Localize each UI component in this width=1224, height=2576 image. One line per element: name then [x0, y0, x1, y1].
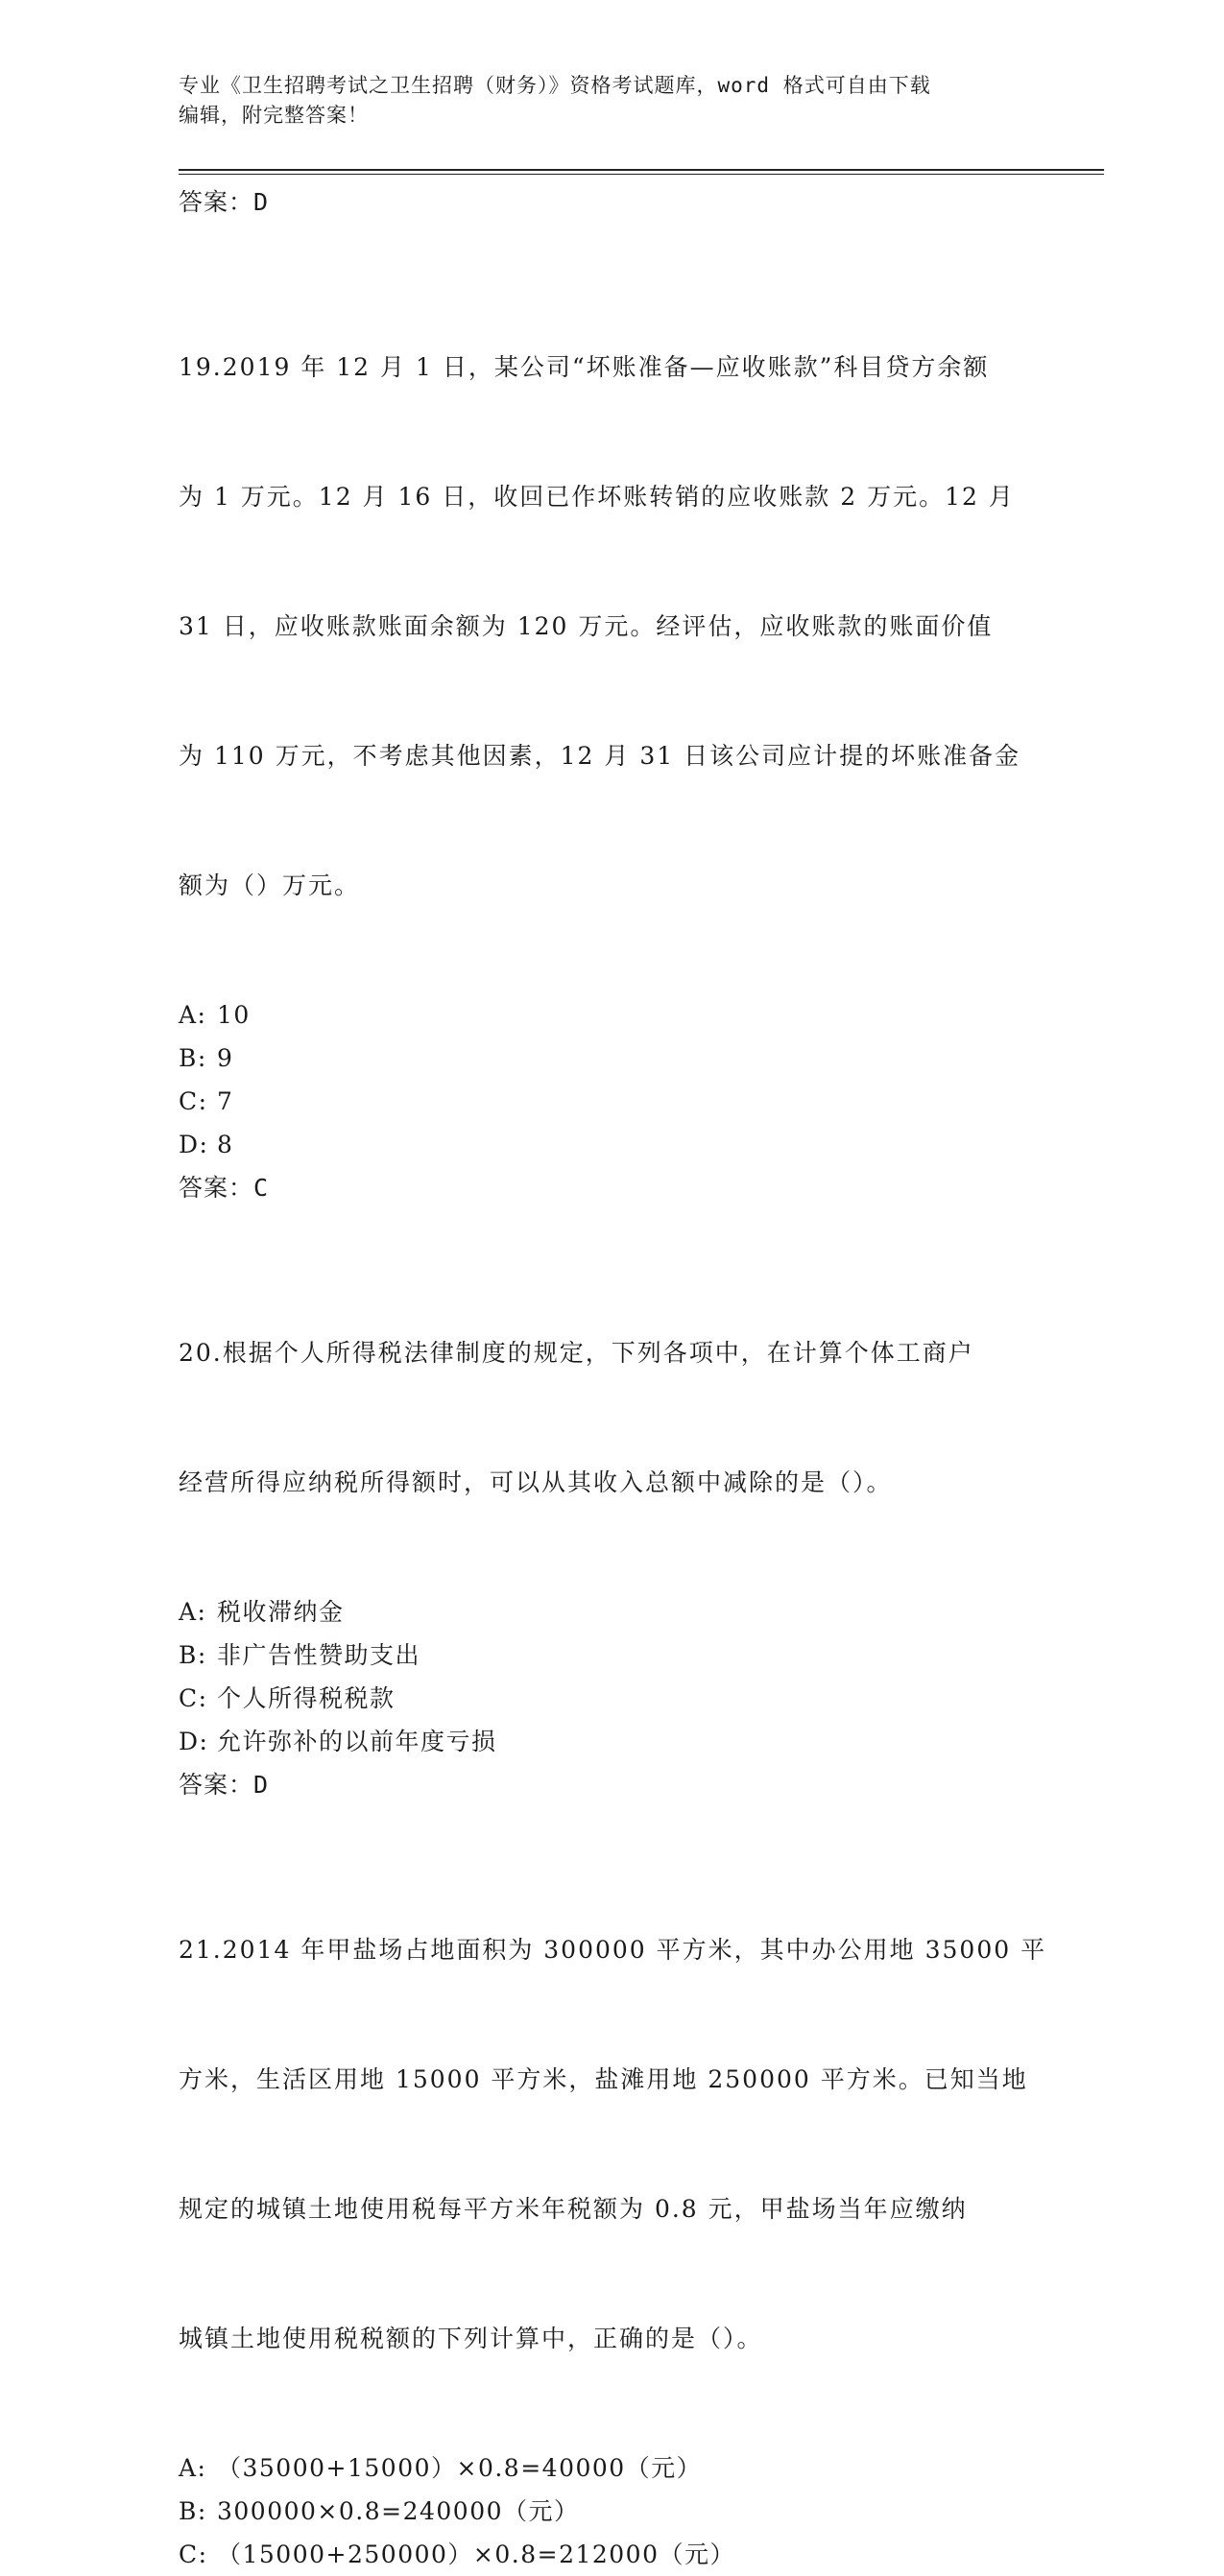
question-block-19 — [179, 259, 1062, 1210]
option-text: （35000+15000）×0.8=40000（元） — [217, 2454, 703, 2482]
option-a — [179, 993, 1062, 1037]
question-line: 19.2019 年 12 月 1 日，某公司“坏账准备—应收账款”科目贷方余额 — [179, 353, 990, 381]
option-text: 9 — [217, 1044, 234, 1072]
option-letter: B: — [179, 2497, 207, 2525]
option-letter: C: — [179, 2540, 208, 2568]
question-text — [179, 259, 1062, 993]
header-line-2: 编辑，附完整答案！ — [179, 104, 369, 127]
option-letter: B: — [179, 1641, 207, 1669]
question-line: 城镇土地使用税税额的下列计算中，正确的是（）。 — [179, 2325, 763, 2352]
question-line: 方米，生活区用地 15000 平方米，盐滩用地 250000 平方米。已知当地 — [179, 2065, 1028, 2093]
question-line: 21.2014 年甲盐场占地面积为 300000 平方米，其中办公用地 35000 平 — [179, 1936, 1047, 1964]
option-d — [179, 1123, 1062, 1166]
answer-label: 答案：D — [179, 1771, 270, 1799]
option-b — [179, 1634, 1062, 1677]
question-list — [179, 180, 1062, 2576]
option-text: 税收滞纳金 — [217, 1598, 345, 1626]
header-divider-thin — [179, 174, 1104, 175]
question-line: 为 1 万元。12 月 16 日，收回已作坏账转销的应收账款 2 万元。12 月 — [179, 483, 1015, 511]
page-header — [179, 71, 1043, 131]
option-text: （15000+250000）×0.8=212000（元） — [217, 2540, 735, 2568]
option-c — [179, 2533, 1062, 2576]
option-letter: D: — [179, 1131, 209, 1158]
option-text: 允许弥补的以前年度亏损 — [217, 1728, 497, 1755]
option-b — [179, 2490, 1062, 2533]
option-text: 非广告性赞助支出 — [217, 1641, 421, 1669]
option-letter: A: — [179, 1598, 207, 1626]
question-block-21 — [179, 1842, 1062, 2576]
header-divider-thick — [179, 169, 1104, 171]
option-text: 8 — [217, 1131, 234, 1158]
previous-answer: 答案：D — [179, 188, 270, 216]
option-letter: C: — [179, 1087, 208, 1115]
option-letter: A: — [179, 1001, 207, 1029]
question-block-20 — [179, 1245, 1062, 1807]
option-letter: B: — [179, 1044, 207, 1072]
option-a — [179, 1590, 1062, 1634]
option-text: 10 — [217, 1001, 251, 1029]
option-d — [179, 1720, 1062, 1763]
question-line: 规定的城镇土地使用税每平方米年税额为 0.8 元，甲盐场当年应缴纳 — [179, 2195, 968, 2223]
option-letter: C: — [179, 1684, 208, 1712]
option-a — [179, 2446, 1062, 2490]
question-line: 为 110 万元，不考虑其他因素，12 月 31 日该公司应计提的坏账准备金 — [179, 742, 1021, 770]
question-line: 31 日，应收账款账面余额为 120 万元。经评估，应收账款的账面价值 — [179, 612, 994, 640]
option-letter: D: — [179, 1728, 209, 1755]
question-line: 额为（）万元。 — [179, 871, 361, 899]
question-line: 经营所得应纳税所得额时，可以从其收入总额中减除的是（）。 — [179, 1468, 893, 1496]
header-line-1: 专业《卫生招聘考试之卫生招聘（财务）》资格考试题库，word 格式可自由下载 — [179, 74, 931, 97]
question-text — [179, 1245, 1062, 1590]
option-c — [179, 1080, 1062, 1123]
option-text: 7 — [217, 1087, 234, 1115]
option-b — [179, 1037, 1062, 1080]
option-letter: A: — [179, 2454, 207, 2482]
option-text: 300000×0.8=240000（元） — [217, 2497, 580, 2525]
question-line: 20.根据个人所得税法律制度的规定，下列各项中，在计算个体工商户 — [179, 1339, 974, 1367]
option-c — [179, 1677, 1062, 1720]
question-text — [179, 1842, 1062, 2446]
option-text: 个人所得税税款 — [217, 1684, 396, 1712]
answer-label: 答案：C — [179, 1174, 270, 1202]
